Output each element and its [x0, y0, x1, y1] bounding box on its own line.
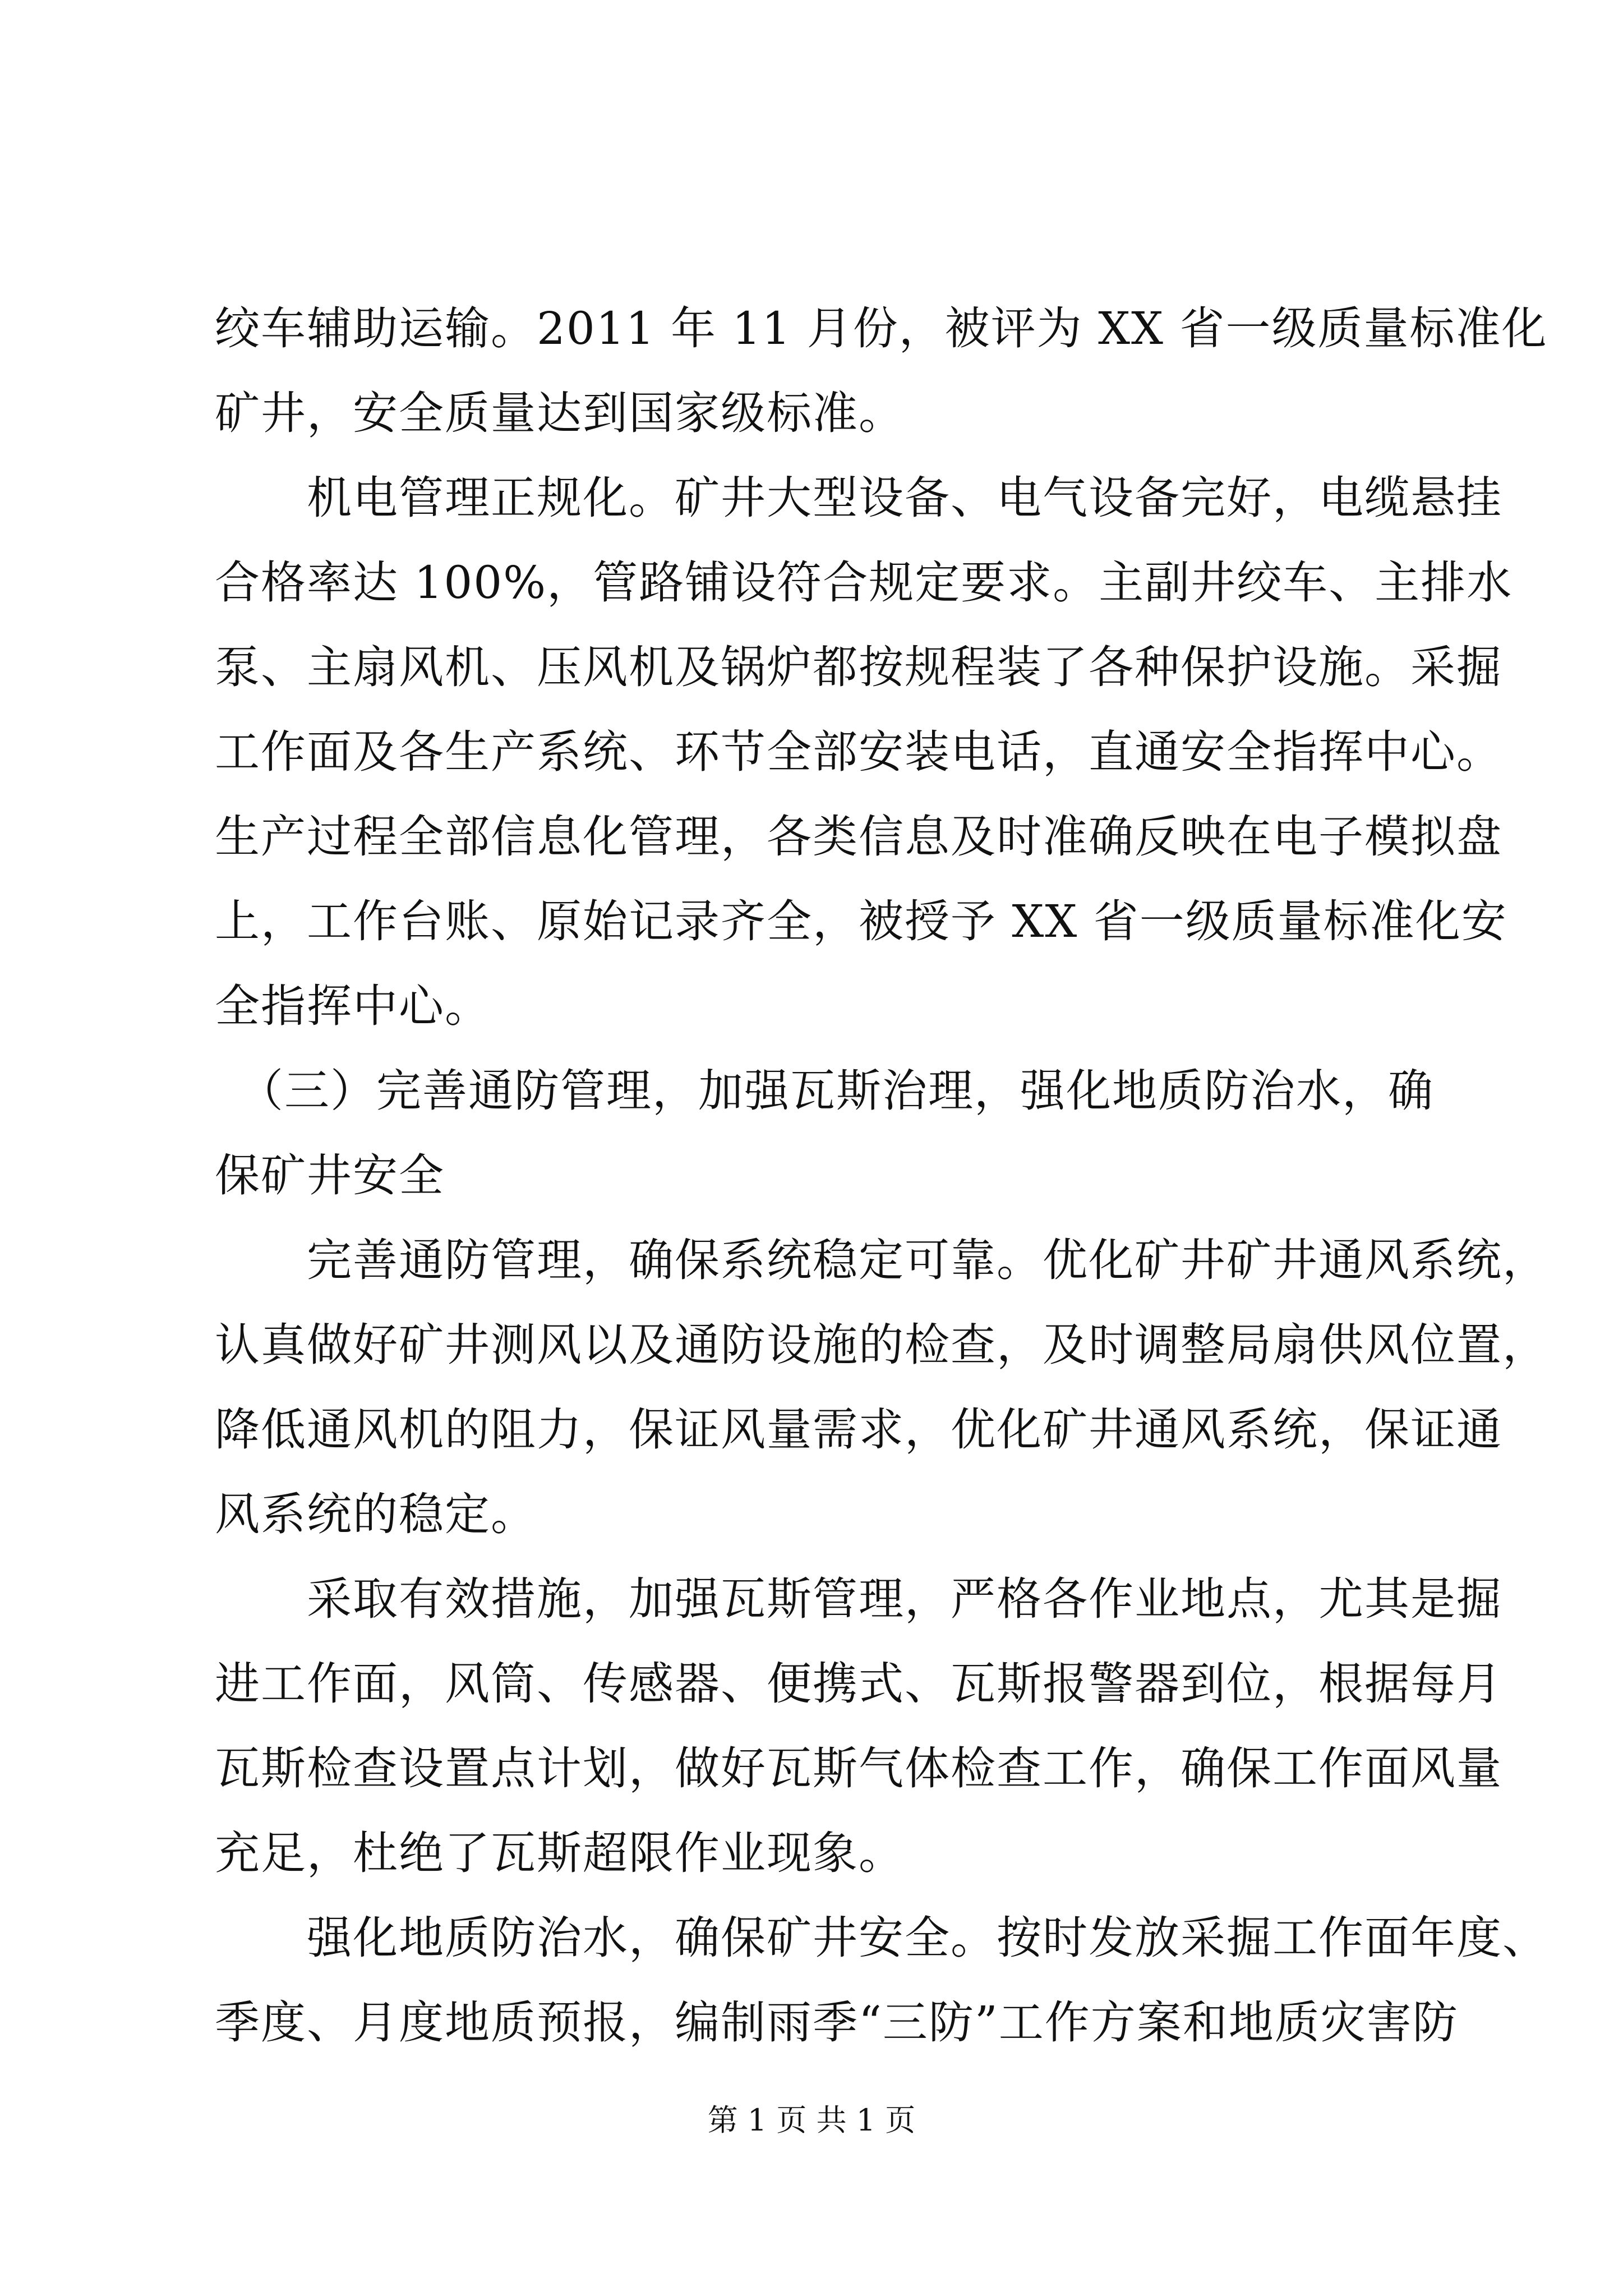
- text-line-5: 泵、主扇风机、压风机及锅炉都按规程装了各种保护设施。采掘: [215, 641, 1502, 693]
- text-line-8: 上，工作台账、原始记录齐全，被授予 XX 省一级质量标准化安: [215, 895, 1507, 947]
- text-line-14: 降低通风机的阻力，保证风量需求，优化矿井通风系统，保证通: [215, 1404, 1502, 1456]
- text-line-15: 风系统的稳定。: [215, 1488, 537, 1540]
- text-line-12: 完善通防管理，确保系统稳定可靠。优化矿井矿井通风系统，: [215, 1234, 1548, 1286]
- document-body: [215, 286, 1548, 2065]
- text-line-21: 季度、月度地质预报，编制雨季“三防”工作方案和地质灾害防: [215, 1996, 1459, 2049]
- text-line-4: 合格率达 100%，管路铺设符合规定要求。主副井绞车、主排水: [215, 556, 1513, 609]
- text-line-13: 认真做好矿井测风以及通防设施的检查，及时调整局扇供风位置，: [215, 1319, 1548, 1371]
- page-footer: [0, 2098, 1623, 2143]
- text-line-7: 生产过程全部信息化管理，各类信息及时准确反映在电子模拟盘: [215, 811, 1502, 863]
- text-line-6: 工作面及各生产系统、环节全部安装电话，直通安全指挥中心。: [215, 726, 1502, 778]
- text-line-20: 强化地质防治水，确保矿井安全。按时发放采掘工作面年度、: [215, 1912, 1548, 1964]
- page-number-label: 第 1 页 共 1 页: [707, 2102, 916, 2138]
- text-line-10: （三）完善通防管理，加强瓦斯治理，强化地质防治水，确: [215, 1065, 1434, 1117]
- text-line-11: 保矿井安全: [215, 1149, 445, 1202]
- text-line-9: 全指挥中心。: [215, 980, 491, 1032]
- text-line-17: 进工作面，风筒、传感器、便携式、瓦斯报警器到位，根据每月: [215, 1658, 1502, 1710]
- text-line-19: 充足，杜绝了瓦斯超限作业现象。: [215, 1827, 905, 1879]
- text-line-16: 采取有效措施，加强瓦斯管理，严格各作业地点，尤其是掘: [215, 1573, 1502, 1625]
- text-line-1: 绞车辅助运输。2011 年 11 月份，被评为 XX 省一级质量标准化: [215, 302, 1548, 355]
- text-line-3: 机电管理正规化。矿井大型设备、电气设备完好，电缆悬挂: [215, 472, 1502, 524]
- text-line-2: 矿井，安全质量达到国家级标准。: [215, 387, 905, 439]
- text-line-18: 瓦斯检查设置点计划，做好瓦斯气体检查工作，确保工作面风量: [215, 1742, 1502, 1795]
